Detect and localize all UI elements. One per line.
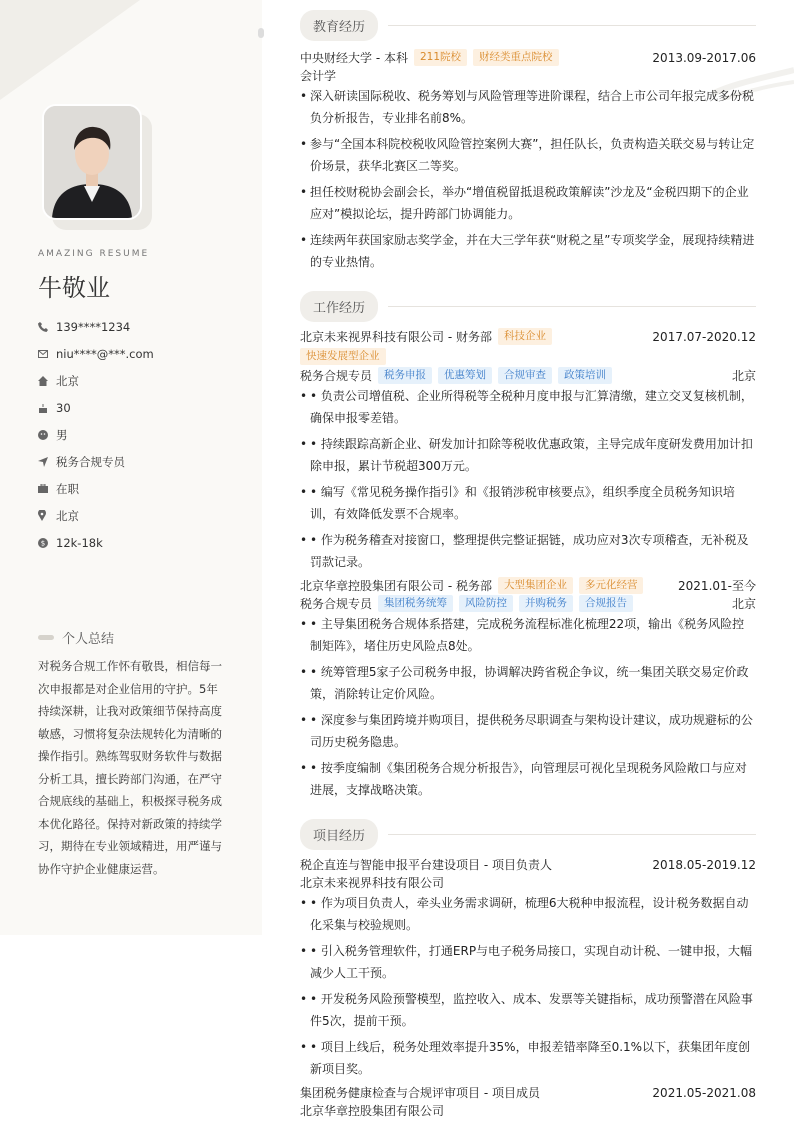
education-bullet: • 担任校财税协会副会长，举办“增值税留抵退税政策解读”沙龙及“金税四期下的企业应对”模拟论坛，提升跨部门协调能力。 [300,185,749,221]
project-bullet: • • 项目上线后，税务处理效率提升35%，申报差错率降至0.1%以下，获集团年度创新项目奖。 [300,1040,751,1076]
salary-text: 12k-18k [56,535,103,550]
job-bullet: • • 深度参与集团跨境并购项目，提供税务尽职调查与架构设计建议，成功规避标的公司历史税务隐患。 [300,713,753,749]
position-title: 税务合规专员 [300,369,373,383]
summary-text: 对税务合规工作怀有敬畏，相信每一次申报都是对企业信用的守护。5年持续深耕，让我对政策细节保持高度敏感，习惯将复杂法规转化为清晰的操作指引。熟练驾驭财务软件与数据分析工具，擅长跨部门沟通，在严守合规底线的基础上，积极探寻税务成本优化路径。保持对新政策的持续学习，期待在专业领域精进，用严谨与协作守护企业健康运营。 [38,659,222,876]
avatar-photo [44,106,140,218]
avatar-frame [42,104,142,220]
summary-heading-text: 个人总结 [62,632,115,647]
info-gender [38,421,154,448]
project-header [300,856,756,873]
education-date: 2013.09-2017.06 [652,50,756,65]
project-date: 2018.05-2019.12 [652,857,756,872]
cake-icon [38,403,56,413]
email-text: niu****@***.com [56,346,154,361]
section-education [300,10,756,41]
info-position [38,448,154,475]
job-bullet: • • 作为税务稽查对接窗口，整理提供完整证据链，成功应对3次专项稽查，无补税及罚款记录。 [300,533,749,569]
section-title-projects: 项目经历 [300,819,378,850]
education-bullet: • 参与“全国本科院校税收风险管控案例大赛”，担任队长，负责构造关联交易与转让定价场景，获华北赛区二等奖。 [300,137,755,173]
summary-heading [38,628,114,647]
email-icon [38,350,56,358]
skill-tag: 优惠筹划 [438,367,492,384]
job-position [300,595,756,612]
project-name: 集团税务健康检查与合规评审项目 - 项目成员 [300,1086,540,1100]
info-city [38,502,154,529]
section-divider [388,834,756,835]
project-date: 2021.05-2021.08 [652,1085,756,1100]
position-text: 税务合规专员 [56,454,125,469]
residence-text: 北京 [56,373,79,388]
skill-tag: 集团税务统筹 [378,595,453,612]
money-icon [38,538,56,548]
job-position [300,367,756,384]
skill-tag: 合规报告 [579,595,633,612]
major-text: 会计学 [300,69,337,83]
project-org [300,874,756,891]
city-text: 北京 [56,508,79,523]
project-org-name: 北京未来视界科技有限公司 [300,876,445,890]
company-tag: 多元化经营 [579,577,644,594]
company-name: 北京未来视界科技有限公司 - 财务部 [300,330,492,344]
job-header [300,328,756,345]
info-phone [38,313,154,340]
job-bullet: • • 持续跟踪高新企业、研发加计扣除等税收优惠政策，主导完成年度研发费用加计扣除申报，累计节税超300万元。 [300,437,753,473]
resume-tagline: AMAZING RESUME [38,249,150,259]
corner-decoration [0,0,140,100]
sidebar [0,0,262,935]
job-city: 北京 [731,369,756,383]
info-salary [38,529,154,556]
job-header-tags [300,348,756,365]
section-work [300,291,756,322]
section-divider [388,25,756,26]
company-tag: 大型集团企业 [498,577,573,594]
job-header [300,577,756,594]
job-bullet: • • 按季度编制《集团税务合规分析报告》，向管理层可视化呈现税务风险敞口与应对进展，支撑战略决策。 [300,761,747,797]
job-bullet: • • 负责公司增值税、企业所得税等全税种月度申报与汇算清缴，建立交叉复核机制，确保申报零差错。 [300,389,753,425]
send-icon [38,457,56,467]
company-tag: 快速发展型企业 [300,348,386,365]
company-name: 北京华章控股集团有限公司 - 税务部 [300,579,492,593]
personal-info-list [38,313,154,556]
school-tag: 211院校 [414,49,467,66]
status-text: 在职 [56,481,79,496]
school-name: 中央财经大学 - 本科 [300,51,408,65]
education-bullet: • 深入研读国际税收、税务筹划与风险管理等进阶课程，结合上市公司年报完成多份税负分析报告，专业排名前8%。 [300,89,755,125]
job-city: 北京 [731,597,756,611]
home-icon [38,376,56,386]
skill-tag: 并购税务 [519,595,573,612]
job-date: 2017.07-2020.12 [652,329,756,344]
section-title-education: 教育经历 [300,10,378,41]
info-residence [38,367,154,394]
education-bullet: • 连续两年获国家励志奖学金，并在大三学年获“财税之星”专项奖学金，展现持续精进的专业热情。 [300,233,755,269]
project-org-name: 北京华章控股集团有限公司 [300,1104,445,1118]
project-header [300,1084,756,1101]
svg-text:$: $ [40,539,46,548]
gender-text: 男 [56,427,68,442]
job-date: 2021.01-至今 [678,579,756,593]
project-bullet: • • 开发税务风险预警模型，监控收入、成本、发票等关键指标，成功预警潜在风险事件5次，提前干预。 [300,992,753,1028]
skill-tag: 税务申报 [378,367,432,384]
user-icon [38,430,56,440]
skill-tag: 合规审查 [498,367,552,384]
education-header [300,49,756,66]
divider-marker [258,28,264,38]
job-bullet: • • 统筹管理5家子公司税务申报，协调解决跨省税企争议，统一集团关联交易定价政策，消除转让定价风险。 [300,665,749,701]
section-projects [300,819,756,850]
job-bullet: • • 编写《常见税务操作指引》和《报销涉税审核要点》，组织季度全员税务知识培训，有效降低发票不合规率。 [300,485,735,521]
info-status [38,475,154,502]
company-tag: 科技企业 [498,328,552,345]
project-org [300,1102,756,1119]
section-divider [388,306,756,307]
position-title: 税务合规专员 [300,597,373,611]
age-text: 30 [56,400,71,415]
summary-heading-bar [38,635,54,640]
location-icon [38,510,56,521]
skill-tag: 政策培训 [558,367,612,384]
project-name: 税企直连与智能申报平台建设项目 - 项目负责人 [300,858,552,872]
phone-text: 139****1234 [56,319,131,334]
education-major [300,67,756,84]
candidate-name: 牛敬业 [38,274,110,302]
avatar [42,104,142,220]
project-bullet: • • 作为项目负责人，牵头业务需求调研，梳理6大税种申报流程，设计税务数据自动化采集与校验规则。 [300,896,749,932]
phone-icon [38,322,56,332]
section-title-work: 工作经历 [300,291,378,322]
school-tag: 财经类重点院校 [473,49,559,66]
info-email [38,340,154,367]
project-bullet: • • 引入税务管理软件，打通ERP与电子税务局接口，实现自动计税、一键申报，大幅减少人工干预。 [300,944,753,980]
job-bullet: • • 主导集团税务合规体系搭建，完成税务流程标准化梳理22项，输出《税务风险控制矩阵》，堵住历史风险点8处。 [300,617,745,653]
info-age [38,394,154,421]
briefcase-icon [38,484,56,493]
skill-tag: 风险防控 [459,595,513,612]
